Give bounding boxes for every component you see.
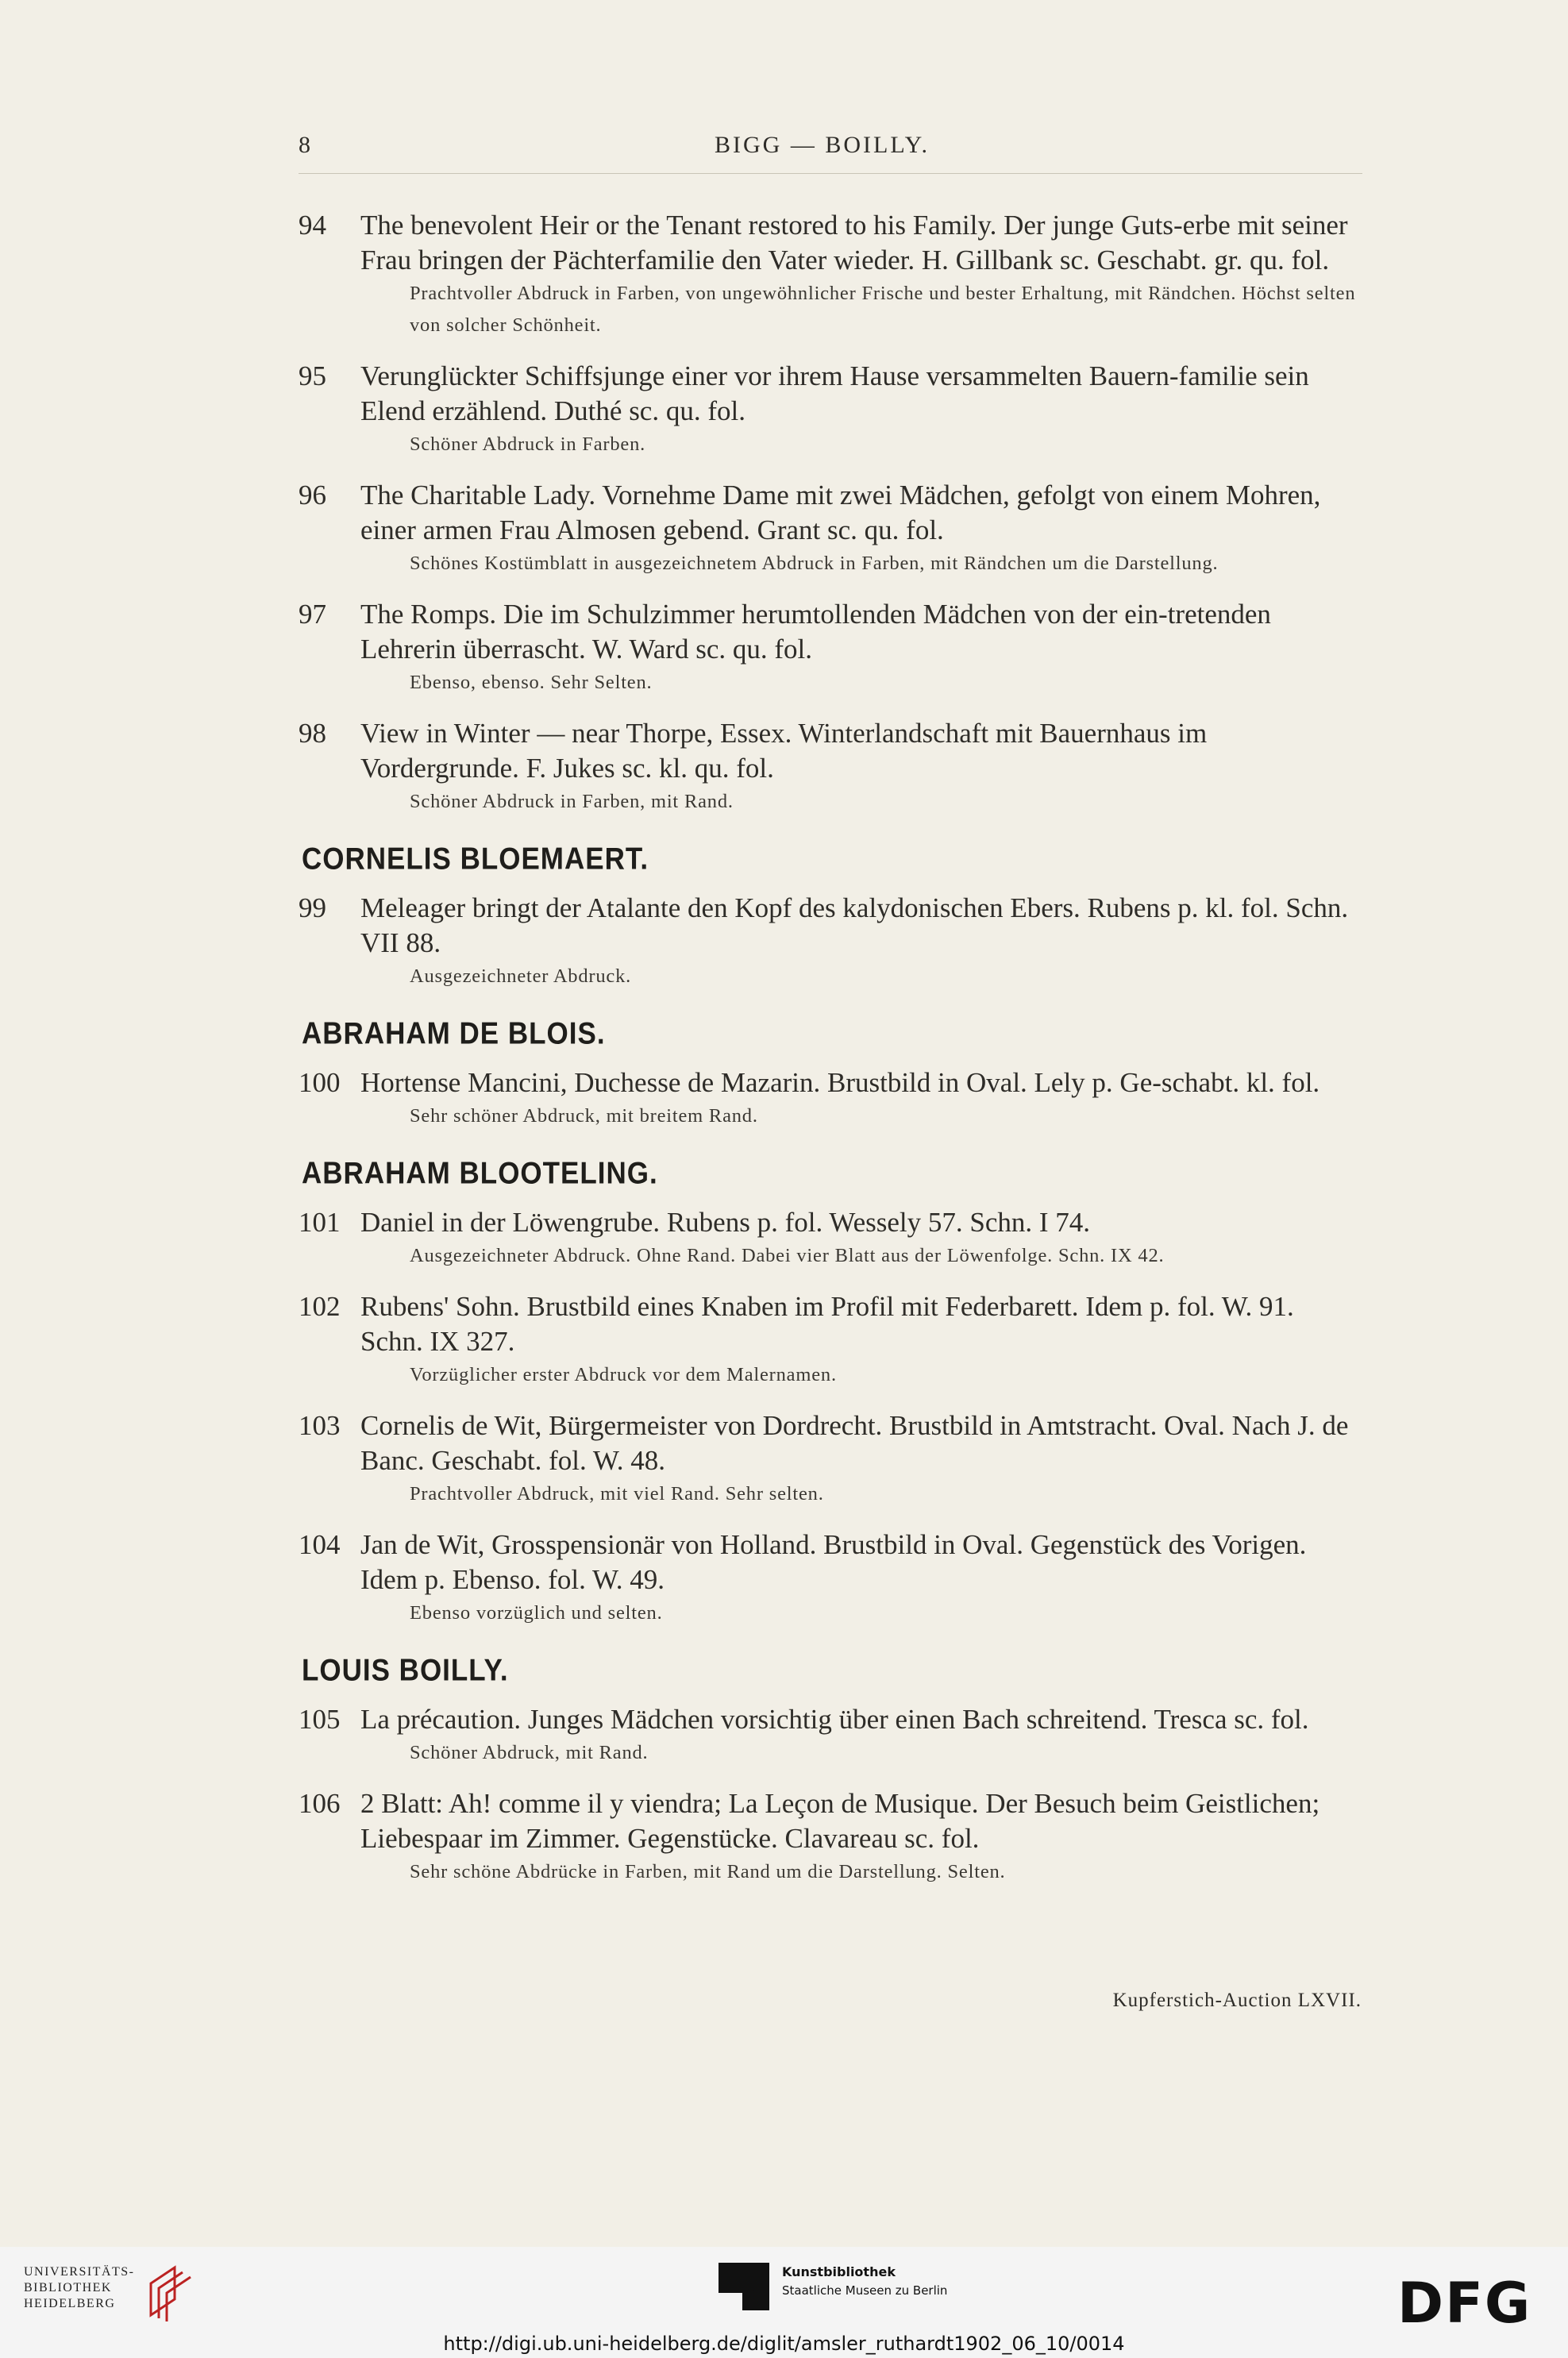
- lot-number: 106: [299, 1788, 341, 1819]
- catalogue-entry: [299, 597, 1362, 699]
- catalogue-entry: [299, 208, 1362, 341]
- lot-number: 95: [299, 360, 326, 391]
- catalogue-entry: [299, 891, 1362, 992]
- catalogue-entry: [299, 359, 1362, 460]
- uni-line-1: UNIVERSITÄTS-: [24, 2265, 135, 2279]
- lot-condition-note: Ebenso, ebenso. Sehr Selten.: [410, 672, 653, 693]
- lot-condition-note: Sehr schöne Abdrücke in Farben, mit Rand um die Darstellung. Selten.: [410, 1861, 1006, 1882]
- lot-description: 2 Blatt: Ah! comme il y viendra; La Leçon de Musique. Der Besuch beim Geistlichen; Liebespaar im Zimmer. Gegenstücke. Clavareau sc. fol.: [360, 1788, 1320, 1854]
- lot-condition-note: Ebenso vorzüglich und selten.: [410, 1602, 663, 1624]
- lot-number: 96: [299, 480, 326, 511]
- catalogue-entry: [299, 1065, 1362, 1132]
- lot-condition-note: Ausgezeichneter Abdruck. Ohne Rand. Dabei vier Blatt aus der Löwenfolge. Schn. IX 42.: [410, 1245, 1165, 1266]
- catalogue-content: [299, 208, 1362, 1905]
- lot-number: 97: [299, 599, 326, 630]
- lot-condition-note: Prachtvoller Abdruck in Farben, von ungewöhnlicher Frische und bester Erhaltung, mit Rändchen. Höchst selten von solcher Schönheit.: [410, 283, 1356, 336]
- lot-condition-note: Sehr schöner Abdruck, mit breitem Rand.: [410, 1105, 758, 1127]
- lot-number: 98: [299, 718, 326, 749]
- lot-number: 103: [299, 1410, 341, 1441]
- lot-description: Rubens' Sohn. Brustbild eines Knaben im Profil mit Federbarett. Idem p. fol. W. 91. Schn. IX 327.: [360, 1291, 1294, 1357]
- catalogue-entry: [299, 1528, 1362, 1629]
- lot-number: 99: [299, 892, 326, 923]
- lot-description: Hortense Mancini, Duchesse de Mazarin. Brustbild in Oval. Lely p. Ge-schabt. kl. fol.: [360, 1067, 1320, 1098]
- lot-condition-note: Prachtvoller Abdruck, mit viel Rand. Sehr selten.: [410, 1483, 824, 1505]
- lot-description: The Charitable Lady. Vornehme Dame mit zwei Mädchen, gefolgt von einem Mohren, einer armen Frau Almosen gebend. Grant sc. qu. fol.: [360, 480, 1321, 545]
- lot-description: Meleager bringt der Atalante den Kopf des kalydonischen Ebers. Rubens p. kl. fol. Schn. VII 88.: [360, 892, 1349, 958]
- catalogue-entry: [299, 1408, 1362, 1510]
- lot-description: Jan de Wit, Grosspensionär von Holland. Brustbild in Oval. Gegenstück des Vorigen. Idem p. Ebenso. fol. W. 49.: [360, 1529, 1307, 1595]
- kunstbibliothek-logo-icon: [719, 2263, 769, 2310]
- lot-number: 105: [299, 1704, 341, 1735]
- lot-number: 104: [299, 1529, 341, 1560]
- lot-number: 94: [299, 210, 326, 241]
- viewer-footer-bar: [0, 2247, 1568, 2358]
- lot-description: Daniel in der Löwengrube. Rubens p. fol. Wessely 57. Schn. I 74.: [360, 1207, 1091, 1238]
- artist-heading: CORNELIS BLOEMAERT.: [302, 842, 649, 877]
- lot-number: 100: [299, 1067, 341, 1098]
- artist-heading: ABRAHAM DE BLOIS.: [302, 1016, 606, 1051]
- lot-description: La précaution. Junges Mädchen vorsichtig über einen Bach schreitend. Tresca sc. fol.: [360, 1704, 1309, 1735]
- catalogue-entry: [299, 1786, 1362, 1888]
- lot-condition-note: Schöner Abdruck in Farben, mit Rand.: [410, 791, 734, 812]
- lot-condition-note: Vorzüglicher erster Abdruck vor dem Malernamen.: [410, 1364, 837, 1385]
- lot-description: View in Winter — near Thorpe, Essex. Winterlandschaft mit Bauernhaus im Vordergrunde. F. Jukes sc. kl. qu. fol.: [360, 718, 1208, 784]
- catalogue-entry: [299, 716, 1362, 818]
- lot-condition-note: Ausgezeichneter Abdruck.: [410, 965, 632, 987]
- catalogue-entry: [299, 1289, 1362, 1391]
- catalogue-entry: [299, 1205, 1362, 1272]
- lot-number: 102: [299, 1291, 341, 1322]
- kunstbibliothek-subtitle: Staatliche Museen zu Berlin: [782, 2283, 948, 2298]
- lot-description: The Romps. Die im Schulzimmer herumtollenden Mädchen von der ein-tretenden Lehrerin überrascht. W. Ward sc. qu. fol.: [360, 599, 1271, 665]
- lot-description: Verunglückter Schiffsjunge einer vor ihrem Hause versammelten Bauern-familie sein Elend erzählend. Duthé sc. qu. fol.: [360, 360, 1309, 426]
- uni-line-3: HEIDELBERG: [24, 2297, 116, 2310]
- artist-heading: LOUIS BOILLY.: [302, 1653, 509, 1688]
- university-library-logo[interactable]: [24, 2264, 135, 2312]
- catalogue-entry: [299, 478, 1362, 580]
- page-number: 8: [299, 132, 312, 158]
- header-rule: [299, 173, 1362, 174]
- lot-condition-note: Schönes Kostümblatt in ausgezeichnetem Abdruck in Farben, mit Rändchen um die Darstellung.: [410, 553, 1219, 574]
- uni-line-2: BIBLIOTHEK: [24, 2281, 112, 2294]
- lot-condition-note: Schöner Abdruck in Farben.: [410, 433, 646, 455]
- catalogue-entry: [299, 1702, 1362, 1769]
- artist-heading: ABRAHAM BLOOTELING.: [302, 1156, 658, 1191]
- dfg-logo[interactable]: DFG: [1397, 2271, 1532, 2336]
- running-title: BIGG — BOILLY.: [715, 132, 930, 158]
- lot-number: 101: [299, 1207, 341, 1238]
- footer-signature: Kupferstich-Auction LXVII.: [1112, 1990, 1362, 2011]
- lot-condition-note: Schöner Abdruck, mit Rand.: [410, 1742, 649, 1763]
- lot-description: Cornelis de Wit, Bürgermeister von Dordrecht. Brustbild in Amtstracht. Oval. Nach J. de Banc. Geschabt. fol. W. 48.: [360, 1410, 1349, 1476]
- book-icon: [143, 2260, 310, 2323]
- permalink-url[interactable]: http://digi.ub.uni-heidelberg.de/diglit/amsler_ruthardt1902_06_10/0014: [443, 2333, 1125, 2355]
- lot-description: The benevolent Heir or the Tenant restored to his Family. Der junge Guts-erbe mit seiner Frau bringen der Pächterfamilie den Vater wieder. H. Gillbank sc. Geschabt. gr. qu. fol.: [360, 210, 1348, 275]
- kunstbibliothek-name[interactable]: Kunstbibliothek: [782, 2264, 896, 2279]
